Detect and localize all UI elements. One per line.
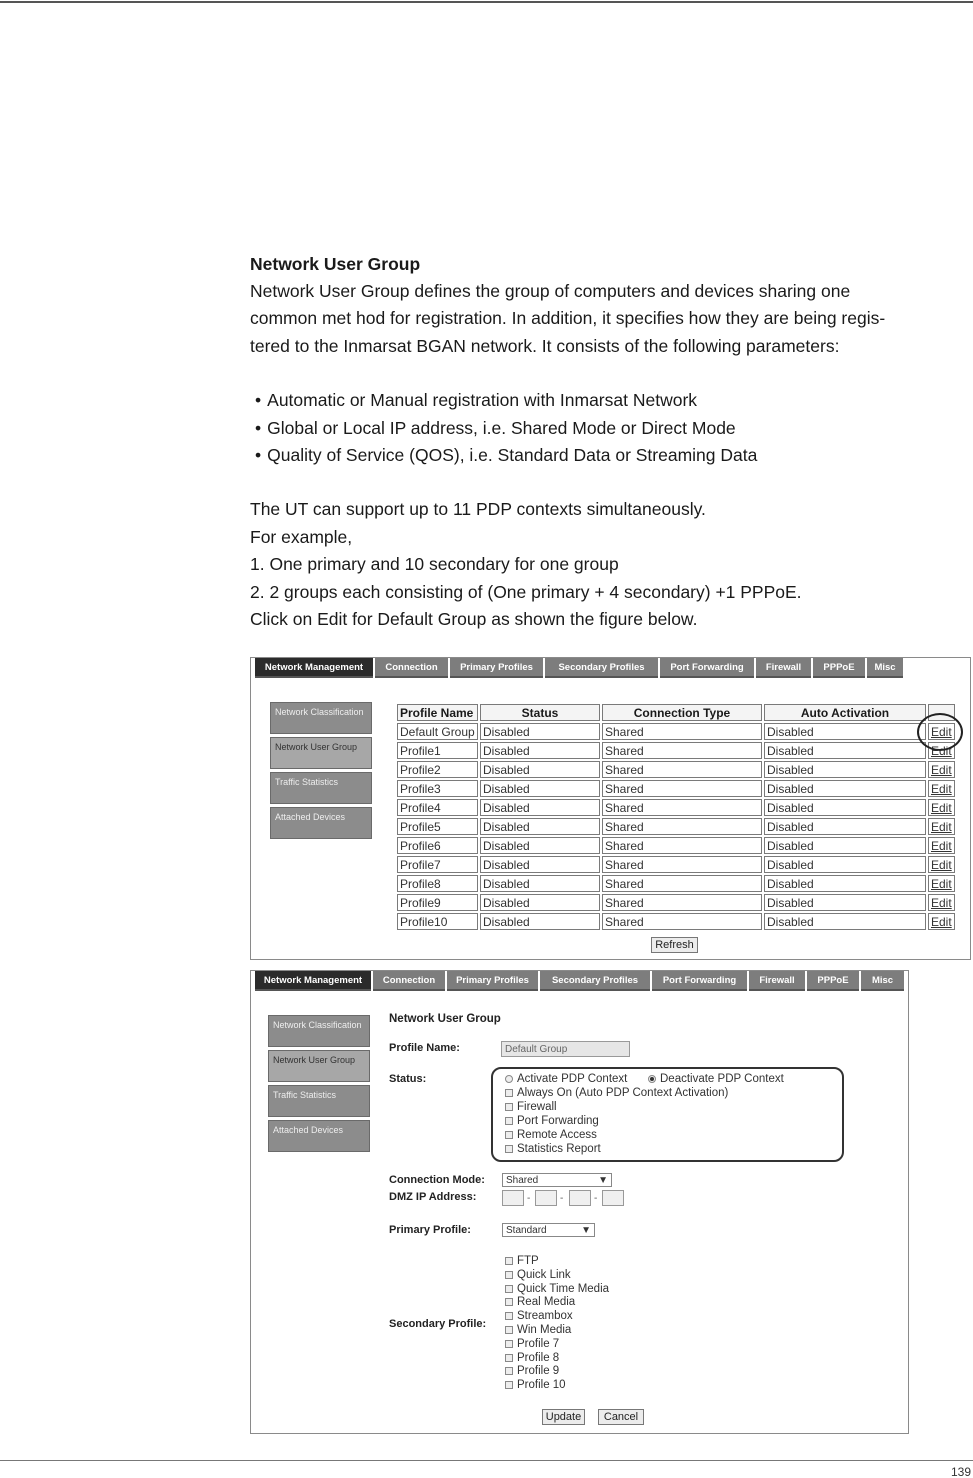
dmz-ip-octet-2[interactable] — [535, 1190, 557, 1206]
list-item: • Automatic or Manual registration with Inmarsat Network — [255, 387, 968, 414]
body-line: 1. One primary and 10 secondary for one group — [250, 554, 619, 575]
secondary-profile-checkbox[interactable] — [505, 1283, 609, 1295]
body-line: For example, — [250, 526, 353, 547]
table-cell: Default Group — [397, 723, 478, 740]
section-content — [250, 252, 968, 633]
list-item: • Quality of Service (QOS), i.e. Standard Data or Streaming Data — [255, 442, 968, 469]
column-header: Profile Name — [397, 704, 478, 721]
tab-port-forwarding[interactable]: Port Forwarding — [660, 658, 754, 678]
secondary-profile-checkbox[interactable] — [505, 1324, 571, 1336]
edit-link[interactable]: Edit — [928, 856, 955, 873]
table-cell: Disabled — [480, 856, 600, 873]
table-cell: Disabled — [764, 856, 926, 873]
table-header-row — [397, 704, 955, 721]
intro-line: common met hod for registration. In addition, it specifies how they are being regis- — [250, 308, 886, 329]
checkbox-icon — [505, 1145, 513, 1153]
connection-mode-label: Connection Mode: — [389, 1174, 485, 1186]
edit-highlight-circle — [917, 713, 963, 751]
refresh-button[interactable]: Refresh — [651, 937, 698, 953]
intro-line: tered to the Inmarsat BGAN network. It consists of the following parameters: — [250, 335, 840, 356]
table-row — [397, 761, 955, 778]
table-cell: Profile1 — [397, 742, 478, 759]
column-header: Auto Activation — [764, 704, 926, 721]
sidebar-item-traffic-statistics[interactable]: Traffic Statistics — [268, 1085, 370, 1117]
table-cell: Shared — [602, 818, 762, 835]
table-cell: Disabled — [480, 723, 600, 740]
profile-name-field[interactable]: Default Group — [501, 1041, 630, 1057]
table-row — [397, 837, 955, 854]
edit-link[interactable]: Edit — [928, 875, 955, 892]
checkbox-icon — [505, 1381, 513, 1389]
firewall-checkbox[interactable] — [505, 1101, 557, 1113]
checkbox-icon — [505, 1298, 513, 1306]
table-cell: Shared — [602, 913, 762, 930]
column-header: Connection Type — [602, 704, 762, 721]
table-cell: Shared — [602, 837, 762, 854]
body-line: Click on Edit for Default Group as shown the figure below. — [250, 609, 698, 630]
tab-pppoe[interactable]: PPPoE — [813, 658, 865, 678]
secondary-profile-checkbox[interactable] — [505, 1255, 539, 1267]
table-cell: Shared — [602, 780, 762, 797]
table-cell: Disabled — [764, 723, 926, 740]
secondary-profile-checkbox[interactable] — [505, 1296, 575, 1308]
table-row — [397, 742, 955, 759]
sidebar-item-attached-devices[interactable]: Attached Devices — [270, 807, 372, 839]
port-forwarding-checkbox[interactable] — [505, 1115, 599, 1127]
secondary-profile-checkbox[interactable] — [505, 1365, 559, 1377]
tab-secondary-profiles[interactable]: Secondary Profiles — [540, 971, 650, 991]
checkbox-label: Always On (Auto PDP Context Activation) — [517, 1087, 729, 1099]
secondary-profile-checkbox[interactable] — [505, 1269, 571, 1281]
edit-group-screenshot — [250, 970, 909, 1434]
table-cell: Profile4 — [397, 799, 478, 816]
tab-misc[interactable]: Misc — [867, 658, 903, 678]
dmz-ip-label: DMZ IP Address: — [389, 1191, 477, 1203]
checkbox-label: Profile 8 — [517, 1351, 560, 1364]
form-heading: Network User Group — [389, 1013, 501, 1025]
table-cell: Disabled — [764, 837, 926, 854]
checkbox-icon — [505, 1312, 513, 1320]
edit-form: Network User Group Profile Name: Default Group Status: Activate PDP Context Deactivate PDP Context Always On (Auto PDP Context Activation) Firewall Port Forwarding Remote Access Statistics Report Connection Mode: Shared ▼ DMZ IP Address: - - - Primary Profile: Standard ▼ Secondary Profile: FTP Quick Link Quick Time Media Real Media Streambox Win Media Profile 7 Profile 8 Profile 9 Profile 10 Update Cancel — [251, 971, 908, 1433]
table-cell: Disabled — [480, 837, 600, 854]
table-cell: Shared — [602, 742, 762, 759]
dmz-ip-octet-4[interactable] — [602, 1190, 624, 1206]
table-cell: Profile10 — [397, 913, 478, 930]
profiles-screenshot — [250, 657, 971, 960]
table-row — [397, 723, 955, 740]
checkbox-icon — [505, 1117, 513, 1125]
secondary-profile-checkbox[interactable] — [505, 1338, 559, 1350]
body-line: 2. 2 groups each consisting of (One primary + 4 secondary) +1 PPPoE. — [250, 581, 802, 602]
table-cell: Disabled — [764, 818, 926, 835]
edit-link[interactable]: Edit — [928, 894, 955, 911]
edit-link[interactable]: Edit — [928, 780, 955, 797]
table-row — [397, 913, 955, 930]
tab-port-forwarding[interactable]: Port Forwarding — [652, 971, 747, 991]
deactivate-pdp-radio[interactable] — [648, 1073, 784, 1085]
tab-firewall[interactable]: Firewall — [749, 971, 805, 991]
checkbox-label: Quick Time Media — [517, 1282, 610, 1295]
tab-network-management[interactable]: Network Management — [255, 658, 373, 678]
table-cell: Disabled — [764, 780, 926, 797]
table-cell: Disabled — [480, 894, 600, 911]
edit-link[interactable]: Edit — [928, 761, 955, 778]
activate-pdp-radio[interactable] — [505, 1073, 627, 1085]
table-row — [397, 799, 955, 816]
table-cell: Disabled — [764, 913, 926, 930]
secondary-profile-checkbox[interactable] — [505, 1379, 566, 1391]
table-cell: Shared — [602, 723, 762, 740]
edit-link[interactable]: Edit — [928, 818, 955, 835]
checkbox-label: Win Media — [517, 1324, 572, 1336]
checkbox-icon — [505, 1340, 513, 1348]
table-cell: Disabled — [480, 799, 600, 816]
dmz-ip-octet-3[interactable] — [569, 1190, 591, 1206]
table-cell: Disabled — [764, 894, 926, 911]
tab-secondary-profiles[interactable]: Secondary Profiles — [545, 658, 658, 678]
edit-link[interactable]: Edit — [928, 742, 955, 759]
edit-link[interactable]: Edit — [928, 913, 955, 930]
checkbox-icon — [505, 1367, 513, 1375]
parameter-list — [250, 387, 968, 469]
section-title: Network User Group — [250, 254, 421, 274]
checkbox-label: Profile 10 — [517, 1379, 566, 1392]
table-cell: Disabled — [764, 799, 926, 816]
primary-profile-label: Primary Profile: — [389, 1224, 471, 1236]
table-cell: Shared — [602, 799, 762, 816]
table-cell: Disabled — [764, 742, 926, 759]
checkbox-icon — [505, 1103, 513, 1111]
table-cell: Disabled — [764, 875, 926, 892]
edit-link[interactable]: Edit — [928, 723, 955, 740]
checkbox-label: Port Forwarding — [517, 1115, 599, 1127]
column-header: Status — [480, 704, 600, 721]
checkbox-label: Real Media — [517, 1296, 576, 1309]
checkbox-label: Remote Access — [517, 1129, 597, 1141]
update-button[interactable]: Update — [542, 1409, 585, 1425]
checkbox-icon — [505, 1131, 513, 1139]
tab-bar — [255, 658, 905, 678]
table-cell: Profile9 — [397, 894, 478, 911]
table-cell: Shared — [602, 761, 762, 778]
list-item: • Global or Local IP address, i.e. Shared Mode or Direct Mode — [255, 415, 968, 442]
radio-label: Activate PDP Context — [517, 1073, 628, 1085]
table-cell: Disabled — [480, 875, 600, 892]
sidebar-item-traffic-statistics[interactable]: Traffic Statistics — [270, 772, 372, 804]
radio-icon — [648, 1075, 656, 1083]
select-value: Shared — [506, 1174, 539, 1186]
table-cell: Disabled — [480, 818, 600, 835]
checkbox-label: Statistics Report — [517, 1143, 601, 1155]
secondary-profile-checkbox[interactable] — [505, 1352, 559, 1364]
table-cell: Profile7 — [397, 856, 478, 873]
checkbox-icon — [505, 1285, 513, 1293]
tab-network-management[interactable]: Network Management — [255, 971, 371, 991]
select-value: Standard — [506, 1224, 547, 1236]
sidebar-item-network-user-group[interactable]: Network User Group — [268, 1050, 370, 1082]
table-cell: Disabled — [480, 742, 600, 759]
body-line: The UT can support up to 11 PDP contexts simultaneously. — [250, 499, 706, 520]
table-cell: Disabled — [480, 913, 600, 930]
table-cell: Shared — [602, 875, 762, 892]
checkbox-label: Streambox — [517, 1310, 573, 1323]
status-label: Status: — [389, 1073, 427, 1085]
tab-primary-profiles[interactable]: Primary Profiles — [450, 658, 543, 678]
tab-primary-profiles[interactable]: Primary Profiles — [447, 971, 538, 991]
table-cell: Profile6 — [397, 837, 478, 854]
dmz-ip-octet-1[interactable] — [502, 1190, 524, 1206]
sidebar — [270, 702, 372, 842]
dropdown-arrow-icon: ▼ — [598, 1174, 608, 1186]
secondary-profile-label: Secondary Profile: — [389, 1318, 487, 1330]
primary-profile-select[interactable] — [502, 1223, 595, 1237]
table-row — [397, 875, 955, 892]
always-on-checkbox[interactable] — [505, 1087, 728, 1099]
sidebar-item-attached-devices[interactable]: Attached Devices — [268, 1120, 370, 1152]
table-cell: Profile3 — [397, 780, 478, 797]
checkbox-icon — [505, 1089, 513, 1097]
remote-access-checkbox[interactable] — [505, 1129, 597, 1141]
table-cell: Disabled — [480, 761, 600, 778]
secondary-profile-checkbox[interactable] — [505, 1310, 573, 1322]
page-number: 139 — [950, 1465, 971, 1478]
profiles-table — [395, 702, 957, 932]
sidebar-item-network-user-group[interactable]: Network User Group — [270, 737, 372, 769]
checkbox-label: FTP — [517, 1255, 539, 1267]
table-cell: Profile5 — [397, 818, 478, 835]
checkbox-icon — [505, 1354, 513, 1362]
table-row — [397, 818, 955, 835]
edit-link[interactable]: Edit — [928, 799, 955, 816]
table-row — [397, 780, 955, 797]
bottom-rule — [0, 1460, 973, 1461]
tab-connection[interactable]: Connection — [373, 971, 445, 991]
radio-label: Deactivate PDP Context — [660, 1073, 784, 1085]
table-row — [397, 856, 955, 873]
table-cell: Shared — [602, 894, 762, 911]
checkbox-label: Firewall — [517, 1101, 557, 1113]
checkbox-label: Profile 9 — [517, 1365, 560, 1378]
profile-name-label: Profile Name: — [389, 1042, 460, 1054]
checkbox-icon — [505, 1257, 513, 1265]
sidebar-item-network-classification[interactable]: Network Classification — [268, 1015, 370, 1047]
statistics-report-checkbox[interactable] — [505, 1143, 601, 1155]
table-cell: Profile8 — [397, 875, 478, 892]
edit-link[interactable]: Edit — [928, 837, 955, 854]
table-row — [397, 894, 955, 911]
checkbox-icon — [505, 1326, 513, 1334]
table-cell: Shared — [602, 856, 762, 873]
tab-firewall[interactable]: Firewall — [756, 658, 811, 678]
checkbox-label: Profile 7 — [517, 1337, 560, 1350]
tab-connection[interactable]: Connection — [375, 658, 448, 678]
table-cell: Profile2 — [397, 761, 478, 778]
tab-pppoe[interactable]: PPPoE — [807, 971, 859, 991]
connection-mode-select[interactable] — [502, 1173, 612, 1187]
dropdown-arrow-icon: ▼ — [581, 1224, 591, 1236]
top-rule — [0, 1, 973, 3]
table-cell: Disabled — [480, 780, 600, 797]
checkbox-label: Quick Link — [517, 1268, 571, 1281]
radio-icon — [505, 1075, 513, 1083]
tab-misc[interactable]: Misc — [861, 971, 904, 991]
checkbox-icon — [505, 1271, 513, 1279]
intro-line: Network User Group defines the group of computers and devices sharing one — [250, 281, 851, 301]
cancel-button[interactable]: Cancel — [598, 1409, 644, 1425]
sidebar-item-network-classification[interactable]: Network Classification — [270, 702, 372, 734]
table-cell: Disabled — [764, 761, 926, 778]
